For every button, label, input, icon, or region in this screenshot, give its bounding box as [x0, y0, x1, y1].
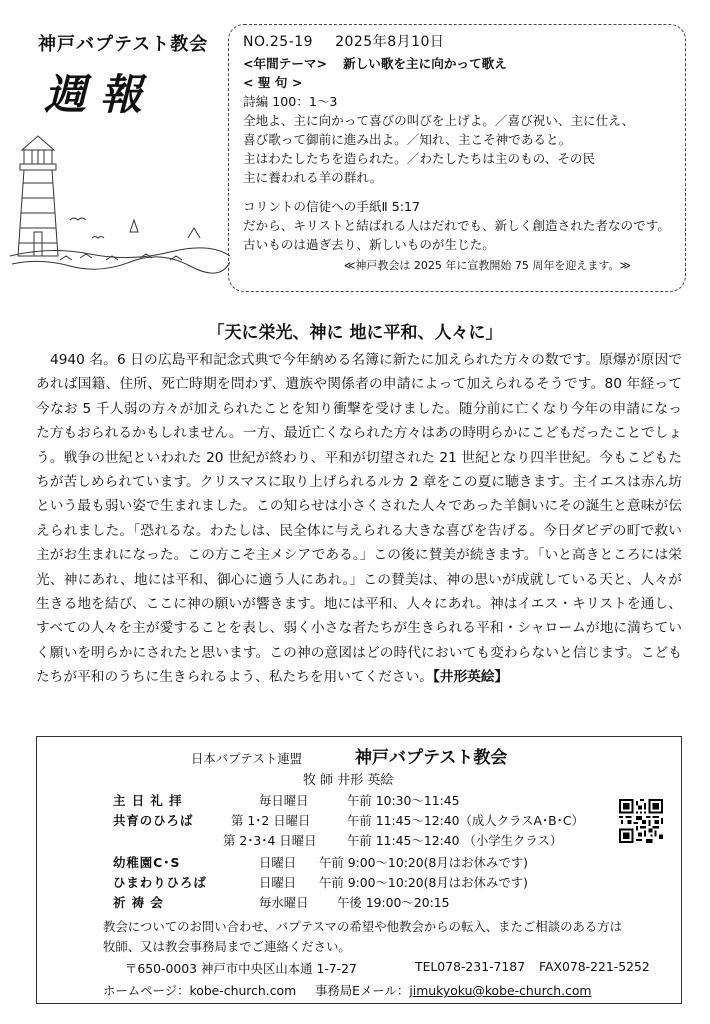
union-name: 日本バプテスト連盟 — [191, 751, 303, 766]
essay-author: 【井形英絵】 — [432, 669, 509, 686]
psalm-line: 全地よ、主に向かって喜びの叫びを上げよ。／喜び祝い、主に仕え、 — [243, 113, 635, 128]
homepage-link[interactable]: kobe-church.com — [189, 983, 297, 998]
issue-date: 2025年8月10日 — [335, 34, 445, 50]
corinthians-line: だから、キリストと結ばれる人はだれでも、新しく創造された者なのです。 — [243, 218, 670, 233]
qr-code-icon[interactable] — [619, 799, 663, 843]
church-info-box — [36, 736, 682, 1004]
homepage-label: ホームページ： — [103, 983, 190, 998]
schedule-label: 共育のひろば — [113, 813, 194, 828]
email-link[interactable]: jimukyoku@kobe-church.com — [409, 983, 592, 998]
homepage — [103, 981, 296, 999]
schedule-day: 日曜日 — [259, 855, 297, 870]
tel-number: TEL078-231-7187 — [415, 959, 526, 974]
schedule-label: 幼稚園C･S — [113, 855, 181, 870]
church-name: 神戸バプテスト教会 — [38, 34, 209, 55]
email — [315, 981, 592, 999]
corinthians-line: 古いものは過ぎ去り、新しいものが生じた。 — [243, 237, 495, 252]
email-label: 事務局Eメール： — [315, 983, 410, 998]
bulletin-title: 週報 — [44, 70, 157, 119]
schedule-time: 午前 9:00～10:20(8月はお休みです) — [319, 855, 528, 870]
theme-box — [228, 24, 686, 292]
psalm-reference: 詩編 100：1～3 — [243, 94, 338, 109]
yearly-theme — [243, 54, 675, 73]
essay-text: 4940 名。6 日の広島平和記念式典で今年納める名簿に新たに加えられた方々の数です。原爆が原因であれば国籍、住所、死亡時期を問わず、遺族や関係者の申請によって加えられるそうです。80 年経って今なお 5 千人弱の方々が加えられたことを知り衝撃を受けました。随分前に亡くなり今年の申請になった方もおられるかもしれません。一方、最近亡くなられた方々はあの時明らかにこどもだったことでしょう。戦争の世紀といわれた 20 世紀が終わり、平和が切望された 21 世紀となり四半世紀。今もこどもたちが苦しめられています。クリスマスに取り上げられるルカ 2 章をこの夏に聴きます。主イエスは赤ん坊という最も弱い姿で生まれました。この知らせは小さくされた人々であった羊飼いにその誕生と意味が伝えられました。「恐れるな。わたしは、民全体に与えられる大きな喜びを告げる。今日ダビデの町で救い主がお生まれになった。この方こそ主メシアである。」この後に賛美が続きます。「いと高きところには栄光、神にあれ、地には平和、御心に適う人にあれ。」この賛美は、神の思いが成就している天と、人々が生きる地を結び、ここに神の願いが響きます。地には平和、人々にあれ。神はイエス・キリストを通し、すべての人々を主が愛することを表し、弱く小さな者たちが生きられる平和・シャロームが地に満ちていく願いを明らかにされたと思います。この神の意図はどの時代においても変わらないと信じます。こどもたちが平和のうちに生きられるよう、私たちを用いてください。 — [36, 352, 682, 686]
lighthouse-illustration — [10, 128, 230, 278]
theme-label: <年間テーマ> — [243, 56, 328, 71]
schedule-label: 祈 祷 会 — [113, 895, 164, 910]
contact-note: 教会についてのお問い合わせ、バプテスマの希望や他教会からの転入、またご相談のある方は — [103, 919, 623, 934]
info-church-name: 神戸バプテスト教会 — [355, 748, 508, 768]
schedule-time: 午前 11:45～12:40 （小学生クラス） — [347, 833, 563, 848]
verse-heading: < 聖 句 > — [243, 75, 303, 90]
issue-number: NO.25-19 — [243, 34, 314, 50]
psalm-line: 主に養われる羊の群れ。 — [243, 170, 383, 185]
fax-number: FAX078-221-5252 — [539, 959, 650, 974]
schedule-day: 日曜日 — [259, 875, 297, 890]
schedule-label: 主 日 礼 拝 — [113, 793, 183, 808]
psalm-line: 主はわたしたちを造られた。／わたしたちは主のもの、その民 — [243, 151, 596, 166]
address: 〒650-0003 神戸市中央区山本通 1-7-27 — [125, 961, 357, 976]
schedule-time: 午前 9:00～10:20(8月はお休みです) — [319, 875, 528, 890]
schedule-label: ひまわりひろば — [113, 875, 207, 890]
schedule-day: 毎水曜日 — [259, 895, 309, 910]
schedule-time: 午前 11:45～12:40（成人クラスA･B･C） — [347, 813, 584, 828]
schedule-day: 毎日曜日 — [259, 793, 309, 808]
schedule-time: 午後 19:00～20:15 — [337, 895, 450, 910]
psalm-line: 喜び歌って御前に進み出よ。／知れ、主こそ神であると。 — [243, 132, 572, 147]
schedule-day: 第 2･3･4 日曜日 — [223, 833, 317, 848]
essay-body — [36, 348, 682, 690]
pastor-name: 牧 師 井形 英絵 — [303, 773, 394, 788]
contact-note: 牧師、又は教会事務局までご連絡ください。 — [103, 939, 351, 954]
schedule-day: 第 1･2 日曜日 — [231, 813, 311, 828]
schedule-time: 午前 10:30～11:45 — [347, 793, 460, 808]
corinthians-reference: コリントの信徒への手紙Ⅱ 5:17 — [243, 199, 421, 214]
theme-text: 新しい歌を主に向かって歌え — [343, 56, 507, 71]
issue-line — [243, 33, 675, 52]
essay-title: 「天に栄光、神に 地に平和、人々に」 — [207, 323, 503, 343]
anniversary-note: ≪神戸教会は 2025 年に宣教開始 75 周年を迎えます。≫ — [343, 259, 631, 272]
